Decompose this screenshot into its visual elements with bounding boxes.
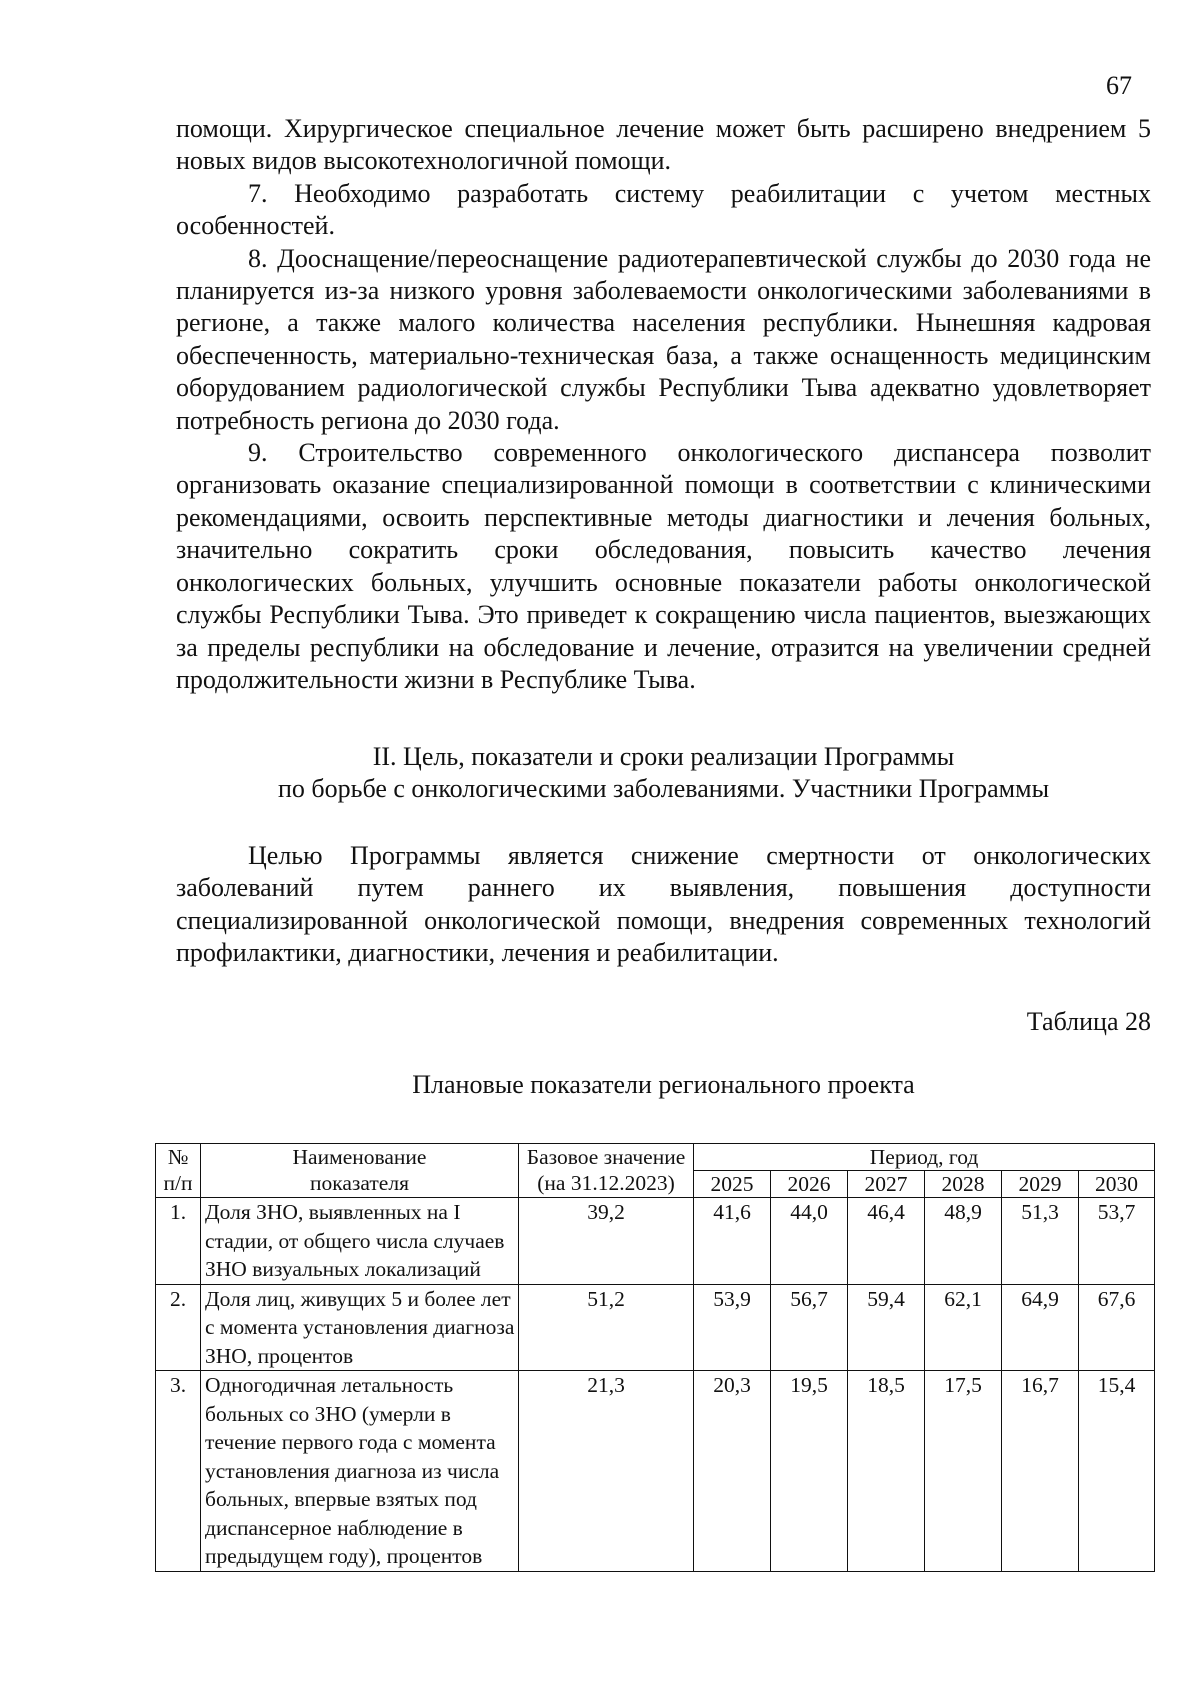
table-title: Плановые показатели регионального проекта <box>412 1070 915 1099</box>
row-year-value: 18,5 <box>848 1371 925 1572</box>
header-num <box>156 1144 201 1198</box>
paragraph-item-7: 7. Необходимо разработать систему реабилитации с учетом местных особенностей. <box>176 178 1151 241</box>
header-year: 2026 <box>771 1171 848 1198</box>
table-label: Таблица 28 <box>1026 1007 1151 1036</box>
row-base-value: 39,2 <box>519 1198 694 1285</box>
goal-paragraph: Целью Программы является снижение смертности от онкологических заболеваний путем раннего их выявления, повышения доступности специализированной онкологической помощи, внедрения современных технологий профилактики, диагностики, лечения и реабилитации. <box>176 841 1151 968</box>
section-heading-line-2: по борьбе с онкологическими заболеваниями. Участники Программы <box>277 774 1050 804</box>
table-row <box>156 1198 1155 1285</box>
row-year-value: 44,0 <box>771 1198 848 1285</box>
row-year-value: 48,9 <box>925 1198 1002 1285</box>
header-base-line-1: Базовое значение <box>526 1145 686 1169</box>
header-name <box>201 1144 519 1198</box>
header-period: Период, год <box>694 1144 1155 1171</box>
row-number: 2. <box>156 1284 201 1371</box>
row-year-value: 41,6 <box>694 1198 771 1285</box>
row-year-value: 53,7 <box>1079 1198 1155 1285</box>
table-row <box>156 1284 1155 1371</box>
section-heading <box>176 741 1151 806</box>
row-indicator-name: Доля лиц, живущих 5 и более лет с момента установления диагноза ЗНО, процентов <box>201 1284 519 1371</box>
row-year-value: 15,4 <box>1079 1371 1155 1572</box>
header-year: 2027 <box>848 1171 925 1198</box>
indicators-table <box>155 1143 1155 1572</box>
header-year: 2025 <box>694 1171 771 1198</box>
table-row <box>156 1371 1155 1572</box>
header-num-line-1: № <box>167 1145 189 1169</box>
header-year: 2028 <box>925 1171 1002 1198</box>
header-year: 2030 <box>1079 1171 1155 1198</box>
header-year: 2029 <box>1002 1171 1079 1198</box>
row-indicator-name: Доля ЗНО, выявленных на I стадии, от общего числа случаев ЗНО визуальных локализаций <box>201 1198 519 1285</box>
row-year-value: 17,5 <box>925 1371 1002 1572</box>
paragraph-item-9: 9. Строительство современного онкологического диспансера позволит организовать оказание специализированной помощи в соответствии с клиническими рекомендациями, освоить перспективные методы диагностики и лечения больных, значительно сократить сроки обследования, повысить качество лечения онкологических больных, улучшить основные показатели работы онкологической службы Республики Тыва. Это приведет к сокращению числа пациентов, выезжающих за пределы республики на обследование и лечение, отразится на увеличении средней продолжительности жизни в Республике Тыва. <box>176 438 1151 694</box>
row-number: 3. <box>156 1371 201 1572</box>
row-year-value: 62,1 <box>925 1284 1002 1371</box>
row-year-value: 19,5 <box>771 1371 848 1572</box>
header-base-line-2: (на 31.12.2023) <box>537 1171 675 1195</box>
row-year-value: 59,4 <box>848 1284 925 1371</box>
header-name-line-2: показателя <box>310 1171 409 1195</box>
row-base-value: 51,2 <box>519 1284 694 1371</box>
section-heading-line-1: II. Цель, показатели и сроки реализации Программы <box>372 742 955 771</box>
body-text <box>176 113 1151 696</box>
paragraph-continuation: помощи. Хирургическое специальное лечение может быть расширено внедрением 5 новых видов высокотехнологичной помощи. <box>176 114 1151 176</box>
row-year-value: 53,9 <box>694 1284 771 1371</box>
row-year-value: 20,3 <box>694 1371 771 1572</box>
row-year-value: 67,6 <box>1079 1284 1155 1371</box>
row-number: 1. <box>156 1198 201 1285</box>
row-year-value: 64,9 <box>1002 1284 1079 1371</box>
row-year-value: 56,7 <box>771 1284 848 1371</box>
paragraph-item-8: 8. Дооснащение/переоснащение радиотерапевтической службы до 2030 года не планируется из-за низкого уровня заболеваемости онкологическими заболеваниями в регионе, а также малого количества населения республики. Нынешняя кадровая обеспеченность, материально-техническая база, а также оснащенность медицинским оборудованием радиологической службы Республики Тыва адекватно удовлетворяет потребность региона до 2030 года. <box>176 243 1151 435</box>
row-year-value: 51,3 <box>1002 1198 1079 1285</box>
header-base <box>519 1144 694 1198</box>
header-name-line-1: Наименование <box>292 1145 427 1169</box>
row-year-value: 46,4 <box>848 1198 925 1285</box>
page-number: 67 <box>1106 71 1132 100</box>
row-base-value: 21,3 <box>519 1371 694 1572</box>
table-header-row <box>156 1144 1155 1171</box>
header-num-line-2: п/п <box>163 1171 193 1195</box>
row-year-value: 16,7 <box>1002 1371 1079 1572</box>
row-indicator-name: Одногодичная летальность больных со ЗНО (умерли в течение первого года с момента установления диагноза из числа больных, впервые взятых под диспансерное наблюдение в предыдущем году), процентов <box>201 1371 519 1572</box>
